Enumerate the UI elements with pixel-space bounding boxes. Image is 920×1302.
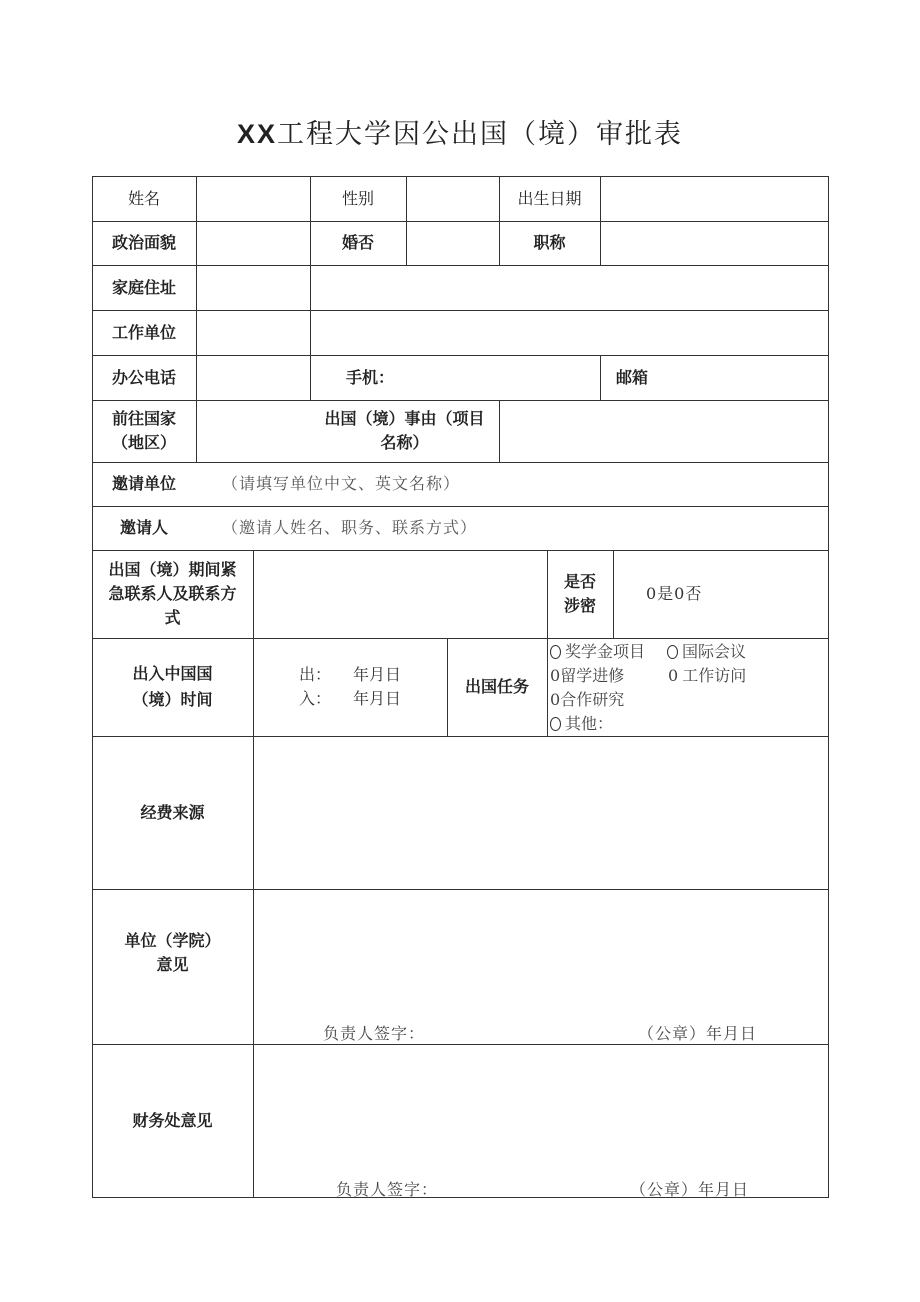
option-other-label: 其他： — [565, 714, 614, 733]
label-travel-time-line2: （境）时间 — [132, 690, 213, 709]
option-visit-label: 工作访问 — [682, 666, 747, 685]
label-funding: 经费来源 — [140, 802, 205, 822]
label-travel-time-line1: 出入中国国 — [132, 664, 213, 683]
label-unit-opinion-line1: 单位（学院） — [124, 930, 221, 950]
title-prefix: XX — [236, 119, 278, 149]
label-gender: 性别 — [341, 188, 374, 208]
radio-circle-icon — [550, 645, 561, 659]
label-travel-time — [92, 638, 253, 736]
label-destination — [92, 400, 196, 462]
hint-inviting-unit: （请填写单位中文、英文名称） — [222, 474, 461, 493]
option-research-label: 合作研究 — [560, 690, 625, 709]
input-name[interactable] — [196, 176, 310, 221]
label-job-title: 职称 — [533, 233, 566, 252]
label-finance-opinion: 财务处意见 — [132, 1111, 213, 1130]
input-home-address[interactable] — [196, 265, 829, 310]
option-research[interactable] — [550, 688, 624, 712]
option-scholarship[interactable] — [550, 640, 645, 664]
email-field[interactable] — [600, 355, 829, 400]
label-marital-status: 婚否 — [341, 233, 374, 252]
option-study[interactable] — [550, 664, 624, 688]
radio-circle-icon — [667, 645, 678, 659]
label-mobile: 手机： — [346, 367, 395, 387]
input-job-title[interactable] — [600, 221, 829, 265]
label-home-address: 家庭住址 — [111, 277, 176, 297]
label-emergency-line2: 急联系人及联系方 — [108, 584, 237, 603]
option-conference[interactable] — [667, 640, 746, 664]
option-conference-label: 国际会议 — [682, 642, 747, 661]
mobile-field[interactable] — [310, 355, 600, 400]
unit-signer-label: 负责人签字： — [323, 1024, 426, 1043]
label-office-phone: 办公电话 — [111, 367, 176, 387]
label-purpose — [310, 400, 499, 462]
label-name: 姓名 — [127, 188, 160, 208]
label-destination-line1: 前往国家 — [111, 409, 176, 428]
label-emergency-line3: 式 — [164, 608, 181, 627]
label-classified-line1: 是否 — [563, 572, 596, 591]
label-destination-line2: （地区） — [111, 433, 176, 452]
label-political-status: 政治面貌 — [111, 233, 176, 252]
exit-date: 年月日 — [353, 665, 402, 684]
classified-radio-group[interactable] — [613, 550, 829, 638]
option-study-label: 留学进修 — [560, 666, 625, 685]
input-finance-opinion[interactable] — [253, 1044, 829, 1198]
input-office-phone[interactable] — [196, 355, 310, 400]
input-birth-date[interactable] — [600, 176, 829, 221]
input-purpose[interactable] — [499, 400, 829, 462]
unit-stamp-date: （公章）年月日 — [638, 1024, 758, 1043]
label-purpose-line1: 出国（境）事由（项目 — [324, 409, 485, 428]
exit-date-row — [299, 663, 401, 687]
input-marital-status[interactable] — [406, 221, 499, 265]
input-emergency-contact[interactable] — [253, 550, 547, 638]
option-scholarship-label: 奖学金项目 — [565, 642, 646, 661]
option-study-prefix: 0 — [550, 666, 561, 685]
option-visit-prefix: 0 — [668, 666, 679, 685]
radio-circle-icon — [550, 717, 561, 731]
input-work-unit[interactable] — [196, 310, 829, 355]
label-classified — [547, 550, 613, 638]
label-email: 邮箱 — [616, 367, 649, 387]
input-inviter[interactable] — [196, 506, 829, 550]
option-other[interactable] — [550, 712, 613, 736]
input-political-status[interactable] — [196, 221, 310, 265]
label-birth-date: 出生日期 — [517, 188, 582, 208]
label-task: 出国任务 — [464, 677, 529, 696]
option-research-prefix: 0 — [550, 690, 561, 709]
label-unit-opinion-line2: 意见 — [156, 954, 189, 974]
input-inviting-unit[interactable] — [196, 462, 829, 506]
input-gender[interactable] — [406, 176, 499, 221]
label-purpose-line2: 名称） — [380, 433, 429, 452]
hint-inviter: （邀请人姓名、职务、联系方式） — [222, 518, 478, 537]
classified-options: 0是0否 — [646, 584, 703, 603]
entry-date-row — [299, 687, 401, 711]
option-visit[interactable] — [668, 664, 746, 688]
entry-label: 入： — [298, 689, 331, 708]
finance-stamp-date: （公章）年月日 — [630, 1180, 750, 1199]
label-emergency-line1: 出国（境）期间紧 — [108, 560, 237, 579]
travel-time-field[interactable] — [253, 638, 447, 736]
title-text: 工程大学因公出国（境）审批表 — [277, 119, 684, 150]
finance-signer-label: 负责人签字： — [336, 1180, 439, 1199]
label-work-unit: 工作单位 — [111, 322, 176, 342]
label-inviting-unit: 邀请单位 — [111, 474, 176, 493]
entry-date: 年月日 — [353, 689, 402, 708]
label-classified-line2: 涉密 — [563, 596, 596, 615]
input-funding[interactable] — [253, 736, 829, 889]
label-unit-opinion — [92, 889, 253, 1044]
label-inviter: 邀请人 — [119, 518, 168, 537]
input-destination[interactable] — [196, 400, 310, 462]
exit-label: 出： — [298, 665, 331, 684]
label-emergency-contact — [92, 550, 253, 638]
